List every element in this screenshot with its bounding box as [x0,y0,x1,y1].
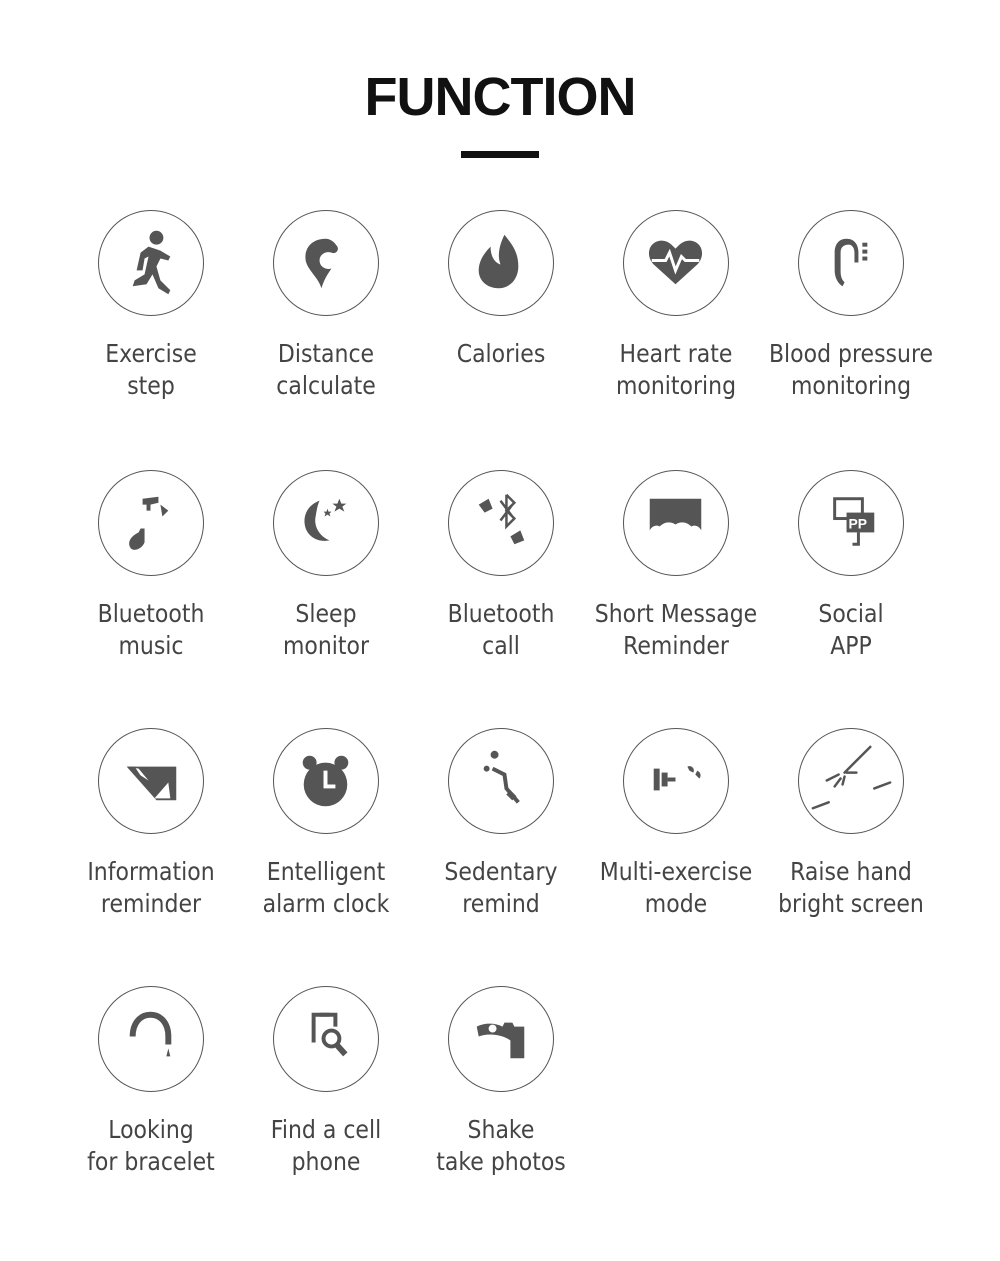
feature-label: Exercise step [105,339,197,400]
feature-label: Heart rate monitoring [615,339,737,400]
message-bubble-icon [623,470,729,576]
title-underline [461,151,539,158]
feature-label: Raise hand bright screen [778,857,924,918]
feature-label: Short Message Reminder [594,599,758,660]
feature-label: Bluetooth music [97,599,205,660]
heart-icon [623,210,729,316]
feature-label: Blood pressure monitoring [768,339,934,400]
location-pin-icon [273,210,379,316]
feature-label: Social APP [818,599,884,660]
svg-text:PP: PP [848,515,868,532]
sitting-person-icon [448,728,554,834]
blood-pressure-icon [798,210,904,316]
moon-stars-icon [273,470,379,576]
bluetooth-phone-icon [448,470,554,576]
raise-hand-icon [798,728,904,834]
feature-label: Bluetooth call [447,599,555,660]
feature-label: Information reminder [87,857,215,918]
bracelet-search-icon [98,986,204,1092]
feature-label: Distance calculate [276,339,376,400]
music-note-icon [98,470,204,576]
feature-label: Sedentary remind [444,857,558,918]
alarm-clock-icon [273,728,379,834]
page-title: FUNCTION [364,67,636,127]
feature-label: Find a cell phone [270,1115,382,1176]
feature-label: Sleep monitor [282,599,370,660]
dumbbell-icon [623,728,729,834]
feature-label: Multi-exercise mode [599,857,753,918]
envelope-icon [98,728,204,834]
feature-label: Calories [456,339,546,368]
running-person-icon [98,210,204,316]
feature-label: Shake take photos [436,1115,566,1176]
camera-icon [448,986,554,1092]
feature-label: Entelligent alarm clock [262,857,390,918]
flame-icon [448,210,554,316]
feature-label: Looking for bracelet [87,1115,215,1176]
app-icon [798,470,904,576]
phone-search-icon [273,986,379,1092]
